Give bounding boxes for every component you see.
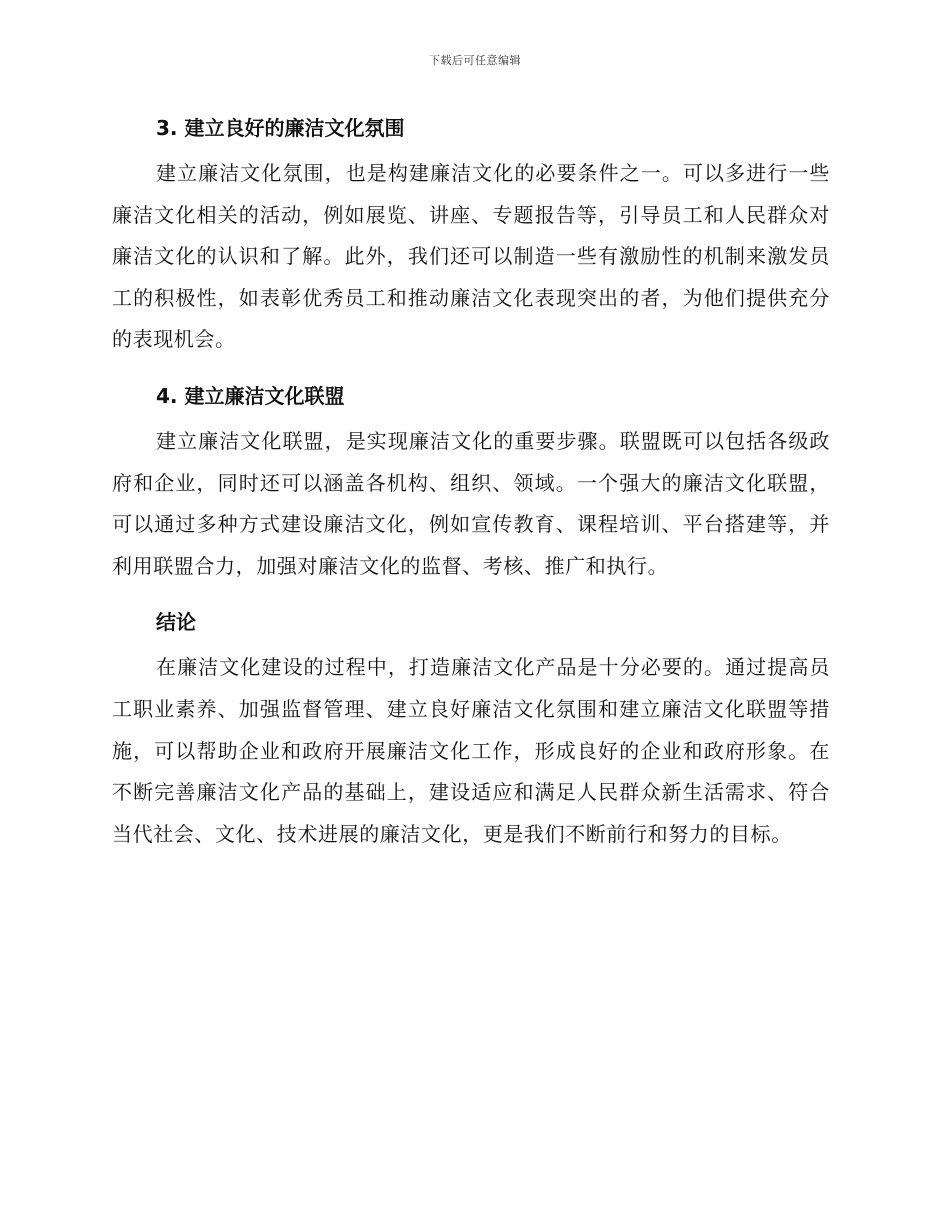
- section-paragraph-atmosphere: 建立廉洁文化氛围，也是构建廉洁文化的必要条件之一。可以多进行一些廉洁文化相关的活动，例如展览、讲座、专题报告等，引导员工和人民群众对廉洁文化的认识和了解。此外，我们还可以制造一些有激励性的机制来激发员工的积极性，如表彰优秀员工和推动廉洁文化表现突出的者，为他们提供充分的表现机会。: [112, 161, 830, 352]
- document-body: [112, 108, 830, 870]
- section-paragraph-conclusion: 在廉洁文化建设的过程中，打造廉洁文化产品是十分必要的。通过提高员工职业素养、加强监督管理、建立良好廉洁文化氛围和建立廉洁文化联盟等措施，可以帮助企业和政府开展廉洁文化工作，形成良好的企业和政府形象。在不断完善廉洁文化产品的基础上，建设适应和满足人民群众新生活需求、符合当代社会、文化、技术进展的廉洁文化，更是我们不断前行和努力的目标。: [112, 655, 830, 846]
- section-heading-alliance: 4. 建立廉洁文化联盟: [156, 383, 345, 408]
- section-paragraph-alliance: 建立廉洁文化联盟，是实现廉洁文化的重要步骤。联盟既可以包括各级政府和企业，同时还可以涵盖各机构、组织、领域。一个强大的廉洁文化联盟，可以通过多种方式建设廉洁文化，例如宣传教育、课程培训、平台搭建等，并利用联盟合力，加强对廉洁文化的监督、考核、推广和执行。: [112, 428, 830, 578]
- section-heading-conclusion: 结论: [156, 610, 196, 635]
- section-heading-atmosphere: 3. 建立良好的廉洁文化氛围: [156, 116, 405, 140]
- page-header: 下载后可任意编辑: [429, 54, 521, 67]
